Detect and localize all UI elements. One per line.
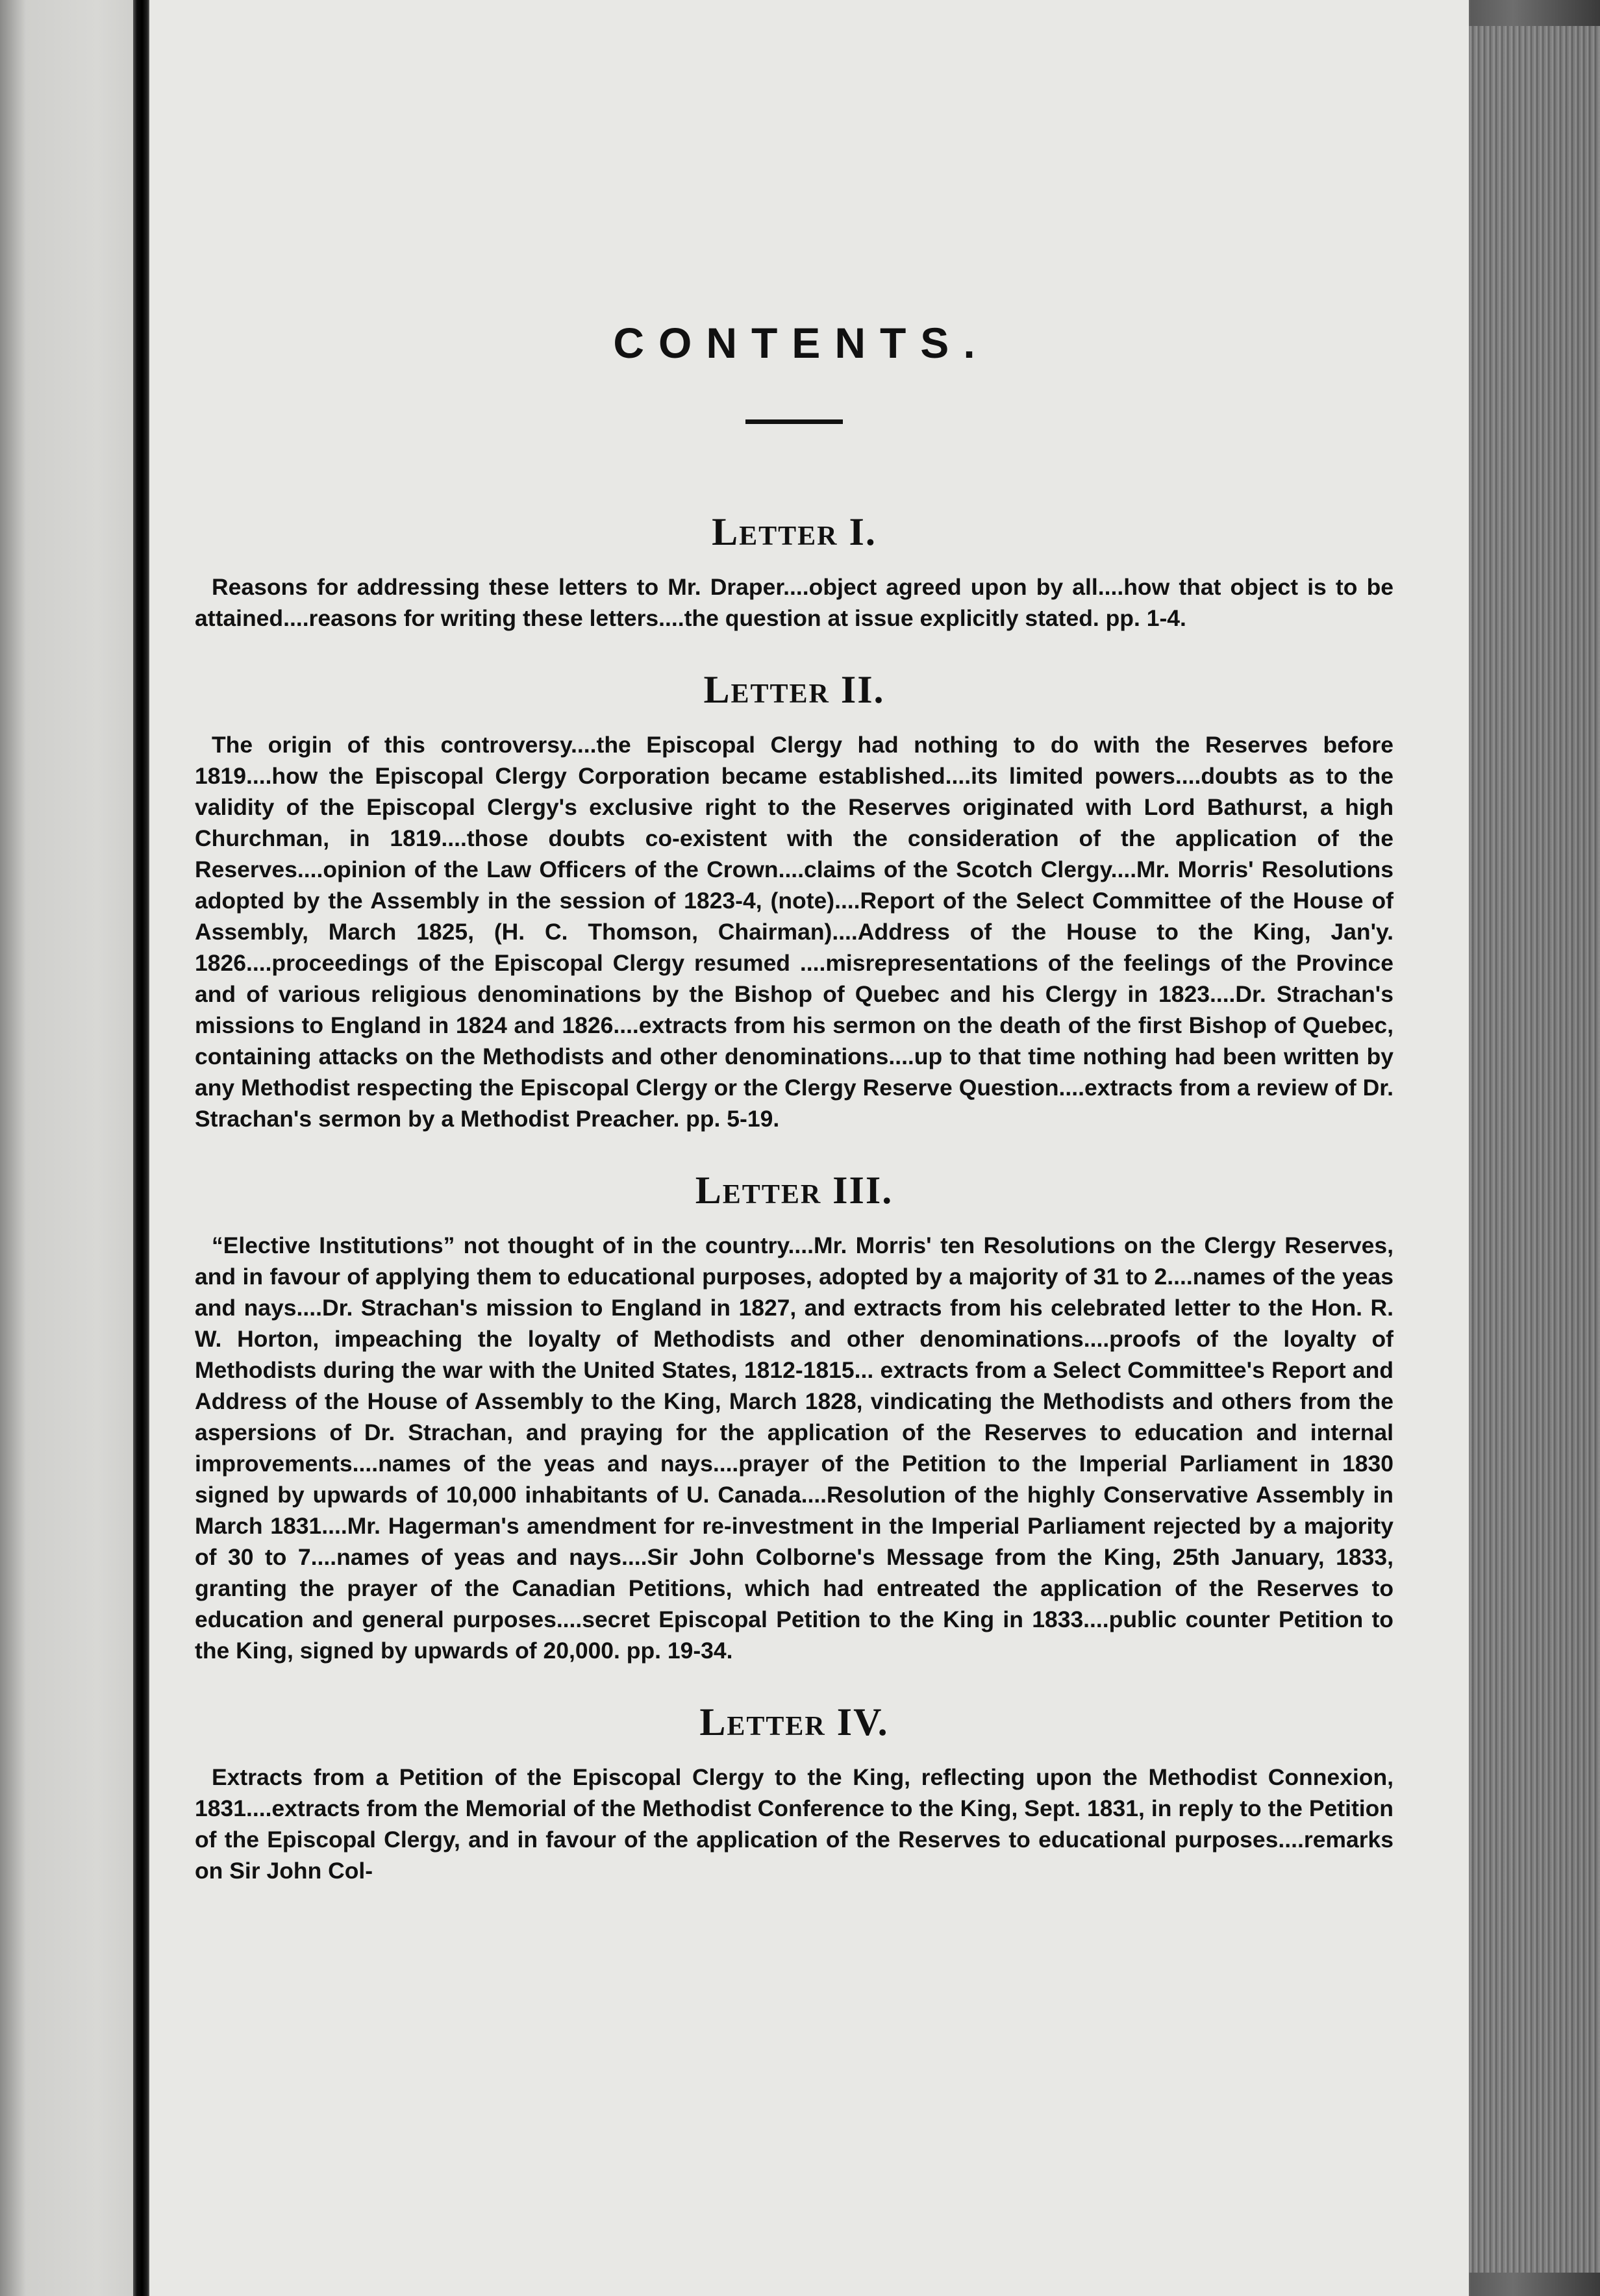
page-edges <box>1469 26 1600 2273</box>
letter-heading: Letter IV. <box>699 1701 889 1743</box>
letter-section-3 <box>195 1168 1394 1666</box>
title-rule <box>745 419 843 424</box>
letter-section-1 <box>195 510 1394 634</box>
contents-page <box>195 318 1394 1920</box>
page-title: CONTENTS. <box>613 319 990 367</box>
letter-heading: Letter I. <box>712 510 877 553</box>
letter-section-2 <box>195 668 1394 1134</box>
letter-heading: Letter II. <box>703 668 885 711</box>
letter-section-4 <box>195 1700 1394 1886</box>
letter-summary: Reasons for addressing these letters to Mr. Draper....object agreed upon by all....how that object is to be attained....reasons for writing these letters....the question at issue explicitly stated. pp. 1-4. <box>195 574 1394 631</box>
letter-summary: “Elective Institutions” not thought of in the country....Mr. Morris' ten Resolutions on the Clergy Reserves, and in favour of applying them to educational purposes, adopted by a majority of 31 to 2....names of the yeas and nays....Dr. Strachan's mission to England in 1827, and extracts from his celebrated letter to the Hon. R. W. Horton, impeaching the loyalty of Methodists and other denominations....proofs of the loyalty of Methodists during the war with the United States, 1812-1815... extracts from a Select Committee's Report and Address of the House of Assembly to the King, March 1828, vindicating the Methodists and others from the aspersions of Dr. Strachan, and praying for the application of the Reserves to education and internal improvements....names of the yeas and nays....prayer of the Petition to the Imperial Parliament in 1830 signed by upwards of 10,000 inhabitants of U. Canada....Resolution of the highly Conservative Assembly in March 1831....Mr. Hagerman's amendment for re-investment in the Imperial Parliament rejected by a majority of 30 to 7....names of yeas and nays....Sir John Colborne's Message from the King, 25th January, 1833, granting the prayer of the Canadian Petitions, which had entreated the application of the Reserves to education and general purposes....secret Episcopal Petition to the King in 1833....public counter Petition to the King, signed by upwards of 20,000. pp. 19-34. <box>195 1232 1394 1664</box>
letter-summary: Extracts from a Petition of the Episcopal Clergy to the King, reflecting upon the Methodist Connexion, 1831....extracts from the Memorial of the Methodist Conference to the King, Sept. 1831, in reply to the Petition of the Episcopal Clergy, and in favour of the application of the Reserves to educational purposes....remarks on Sir John Col- <box>195 1764 1394 1884</box>
letter-heading: Letter III. <box>695 1169 894 1212</box>
book-gutter <box>133 0 150 2296</box>
letter-summary: The origin of this controversy....the Episcopal Clergy had nothing to do with the Reserves before 1819....how the Episcopal Clergy Corporation became established....its limited powers....doubts as to the validity of the Episcopal Clergy's exclusive right to the Reserves originated with Lord Bathurst, a high Churchman, in 1819....those doubts co-existent with the consideration of the application of the Reserves....opinion of the Law Officers of the Crown....claims of the Scotch Clergy....Mr. Morris' Resolutions adopted by the Assembly in the session of 1823-4, (note)....Report of the Select Committee of the House of Assembly, March 1825, (H. C. Thomson, Chairman)....Address of the House to the King, Jan'y. 1826....proceedings of the Episcopal Clergy resumed ....misrepresentations of the feelings of the Province and of various religious denominations by the Bishop of Quebec and his Clergy in 1823....Dr. Strachan's missions to England in 1824 and 1826....extracts from his sermon on the death of the first Bishop of Quebec, containing attacks on the Methodists and other denominations....up to that time nothing had been written by any Methodist respecting the Episcopal Clergy or the Clergy Reserve Question....extracts from a review of Dr. Strachan's sermon by a Methodist Preacher. pp. 5-19. <box>195 732 1394 1132</box>
facing-page-edge <box>0 0 133 2296</box>
